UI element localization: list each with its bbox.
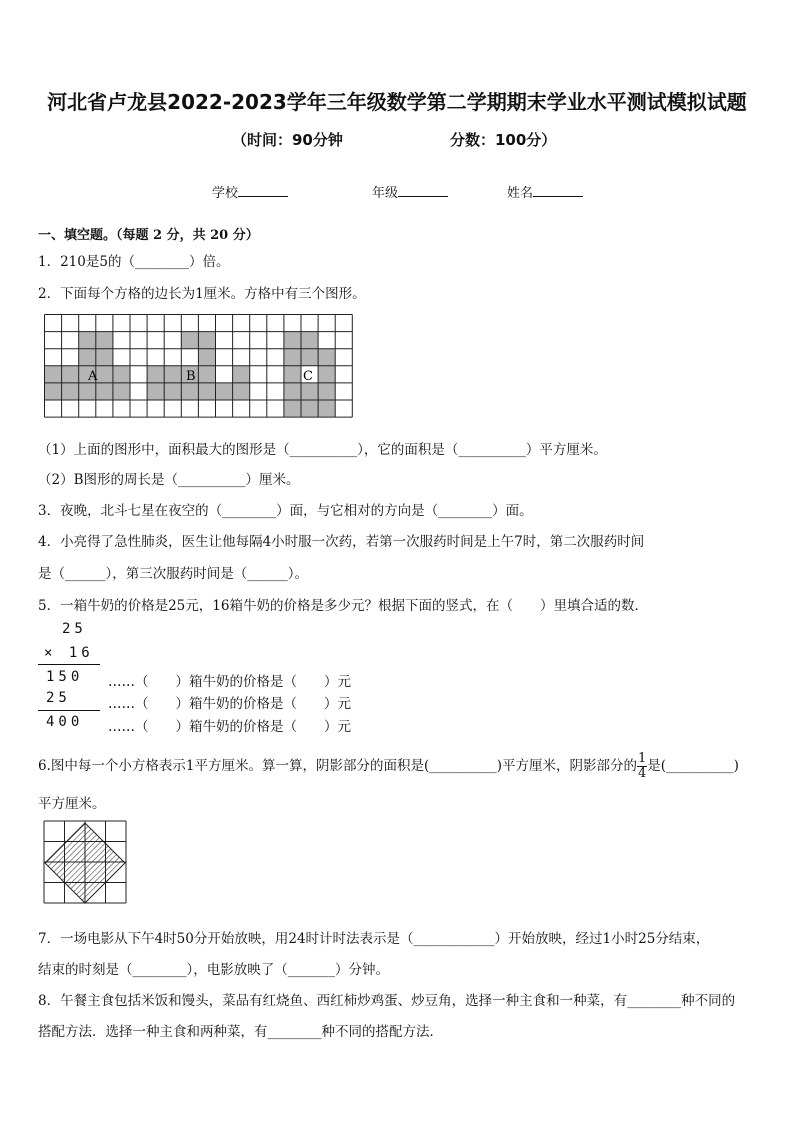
- partial-product-2: 25: [46, 690, 71, 706]
- school-field[interactable]: [212, 182, 288, 201]
- fraction-numerator: 1: [638, 751, 647, 766]
- vertical-multiplicand: 25: [62, 621, 87, 637]
- vertical-rule-1: [38, 664, 100, 665]
- shaded-cell: [79, 349, 96, 366]
- final-product: 400: [46, 714, 84, 730]
- page-title: 河北省卢龙县2022-2023学年三年级数学第二学期期末学业水平测试模拟试题: [47, 90, 747, 114]
- question-4-line2: 是（______），第三次服药时间是（______）。: [38, 566, 308, 582]
- question-6-line2: 平方厘米。: [38, 796, 106, 812]
- question-1: 1．210是5的（________）倍。: [38, 254, 230, 270]
- shaded-cell: [284, 400, 301, 417]
- partial-product-1: 150: [46, 669, 84, 685]
- shaded-cell: [198, 383, 215, 400]
- shaded-cell: [284, 332, 301, 349]
- shaded-cell: [181, 383, 198, 400]
- shaded-cell: [96, 366, 113, 383]
- shaded-cell: [181, 332, 198, 349]
- shaded-cell: [301, 349, 318, 366]
- shaded-cell: [113, 383, 130, 400]
- shaded-cell: [318, 400, 335, 417]
- fraction-one-quarter: [637, 752, 647, 781]
- shaded-cell: [318, 366, 335, 383]
- shaded-cell: [233, 383, 250, 400]
- q2-grid-figure: [44, 314, 354, 420]
- question-7-line1: 7．一场电影从下午4时50分开始放映，用24时计时法表示是（____________）开始放映，经过1小时25分结束，: [38, 931, 710, 947]
- school-label: 学校: [212, 186, 239, 201]
- shaded-cell: [216, 383, 233, 400]
- shaded-cell: [96, 332, 113, 349]
- exam-score: 分数：100分）: [450, 131, 557, 149]
- shaded-cell: [284, 349, 301, 366]
- shaded-cell: [96, 349, 113, 366]
- shaded-cell: [198, 332, 215, 349]
- question-7-line2: 结束的时刻是（________），电影放映了（_______）分钟。: [38, 962, 389, 978]
- shaded-cell: [301, 383, 318, 400]
- shaded-cell: [318, 383, 335, 400]
- question-2-sub2: （2）B图形的周长是（__________）厘米。: [38, 472, 300, 488]
- name-label: 姓名: [507, 186, 534, 201]
- shaded-cell: [284, 383, 301, 400]
- shaded-cell: [284, 366, 301, 383]
- exam-time: （时间：90分钟: [232, 131, 343, 149]
- question-2-intro: 2．下面每个方格的边长为1厘米。方格中有三个图形。: [38, 286, 366, 302]
- question-5: 5．一箱牛奶的价格是25元，16箱牛奶的价格是多少元？根据下面的竖式，在（ ）里填合适的数．: [38, 598, 648, 614]
- question-8-line2: 搭配方法．选择一种主食和两种菜，有________种不同的搭配方法．: [38, 1024, 443, 1040]
- question-6-line1: [38, 752, 739, 781]
- shape-a-label: A: [88, 369, 98, 384]
- shaded-cell: [113, 366, 130, 383]
- shaded-cell: [198, 349, 215, 366]
- q6-text-a: 6.图中每一个小方格表示1平方厘米。算一算，阴影部分的面积是(__________)平方厘米，阴影部分的: [38, 758, 638, 774]
- shaded-cell: [164, 366, 181, 383]
- q6-grid-figure: [43, 820, 129, 907]
- fraction-denominator: 4: [638, 766, 647, 781]
- shaded-cell: [45, 383, 62, 400]
- shaded-cell: [62, 366, 79, 383]
- shaded-cell: [147, 366, 164, 383]
- shaded-cell: [198, 366, 215, 383]
- shaded-cell: [233, 366, 250, 383]
- q5-row-3: ……（ ）箱牛奶的价格是（ ）元: [108, 719, 351, 735]
- shaded-cell: [301, 400, 318, 417]
- q6-text-b: 是(__________): [647, 758, 739, 774]
- section-heading: 一、填空题。（每题 2 分，共 20 分）: [38, 228, 259, 243]
- q5-row-1: ……（ ）箱牛奶的价格是（ ）元: [108, 674, 351, 690]
- shaded-cell: [164, 383, 181, 400]
- question-2-sub1: （1）上面的图形中，面积最大的图形是（__________），它的面积是（__________）平方厘米。: [38, 442, 607, 458]
- question-8-line1: 8．午餐主食包括米饭和馒头，菜品有红烧鱼、西红柿炒鸡蛋、炒豆角，选择一种主食和一种菜，有________种不同的: [38, 993, 736, 1009]
- question-4-line1: 4．小亮得了急性肺炎，医生让他每隔4小时服一次药，若第一次服药时间是上午7时，第二次服药时间: [38, 534, 645, 550]
- question-3: 3．夜晚，北斗七星在夜空的（________）面，与它相对的方向是（________）面。: [38, 503, 533, 519]
- name-field[interactable]: [507, 182, 583, 201]
- shaded-cell: [96, 383, 113, 400]
- shape-b-label: B: [186, 369, 196, 384]
- q5-row-2: ……（ ）箱牛奶的价格是（ ）元: [108, 696, 351, 712]
- shaded-cell: [147, 383, 164, 400]
- shaded-cell: [318, 349, 335, 366]
- vertical-rule-2: [38, 710, 100, 711]
- shape-c-label: C: [303, 369, 313, 384]
- shaded-cell: [45, 366, 62, 383]
- grade-label: 年级: [372, 186, 399, 201]
- shaded-cell: [301, 332, 318, 349]
- shaded-cell: [62, 383, 79, 400]
- vertical-multiplier: × 16: [44, 645, 94, 661]
- shaded-cell: [79, 383, 96, 400]
- shaded-cell: [79, 332, 96, 349]
- grade-field[interactable]: [372, 182, 448, 201]
